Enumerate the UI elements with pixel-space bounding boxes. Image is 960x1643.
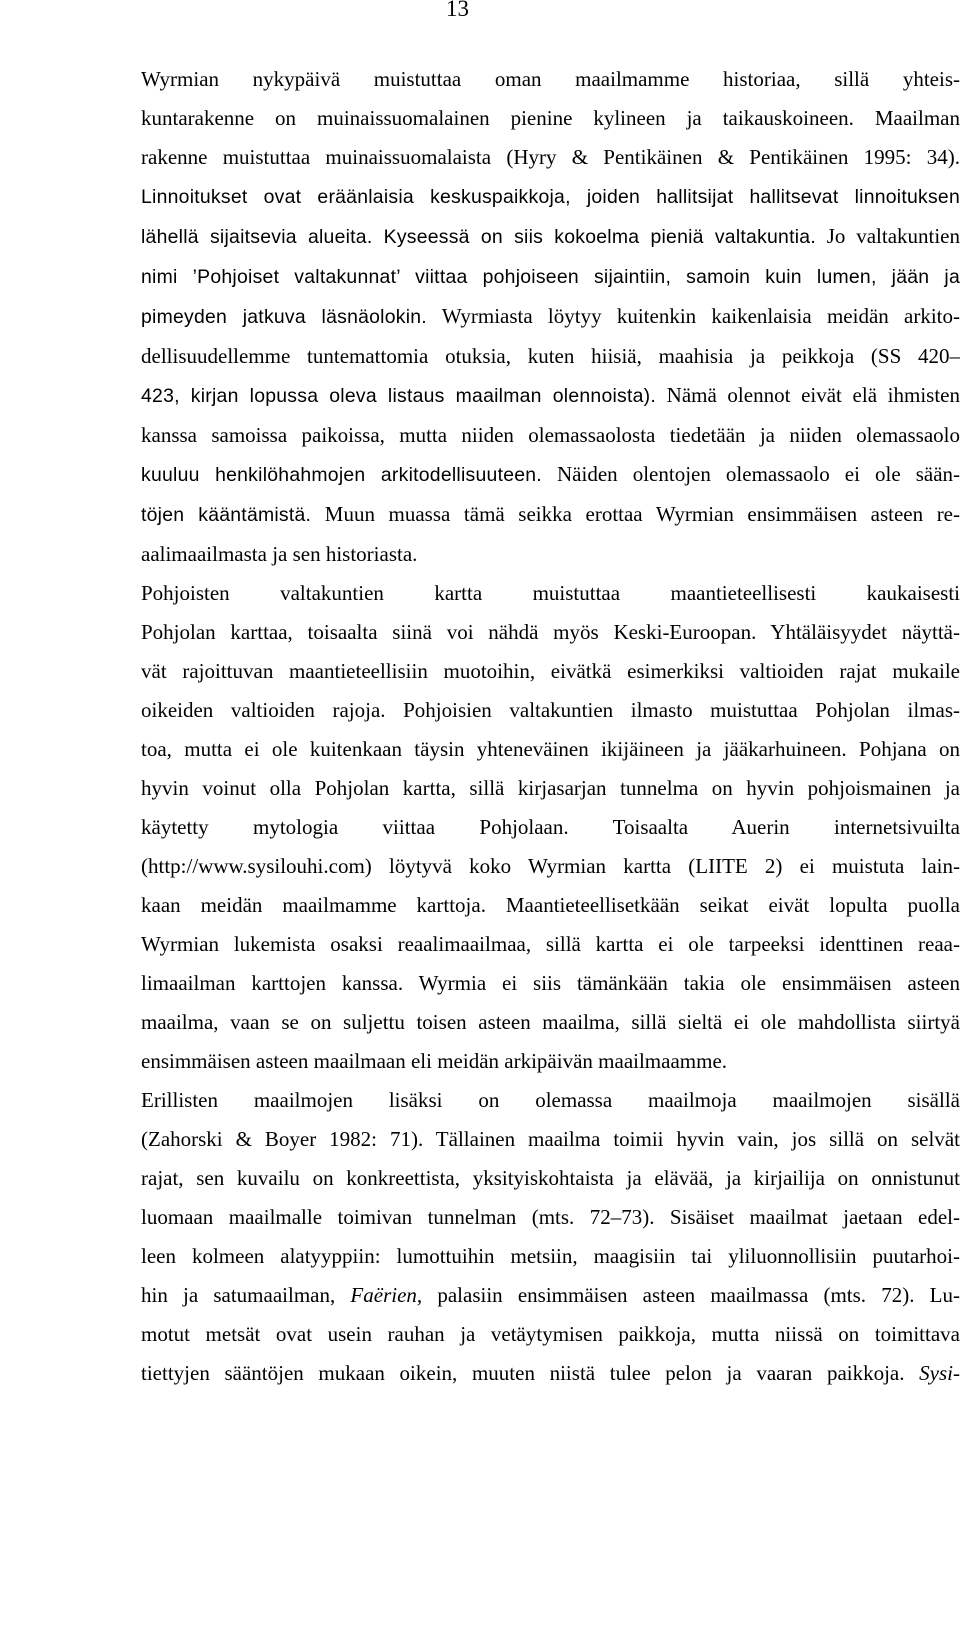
text-segment: Muun muassa tämä seikka erottaa Wyrmian ensimmäisen asteen re- [311,502,960,526]
text-segment: Faërien [350,1283,417,1307]
text-segment: Nämä olennot eivät elä ihmisten [656,383,960,407]
page-number: 13 [446,0,469,21]
text-line [0,1198,960,1237]
text-line [0,1276,960,1315]
text-line [0,376,960,416]
text-line [0,730,960,769]
text-segment: rakenne muistuttaa muinaissuomalaista (Hyry & Pentikäinen & Pentikäinen 1995: 34). [141,145,960,169]
text-segment: (http://www.sysilouhi.com) löytyvä koko Wyrmian kartta (LIITE 2) ei muistuta lain- [141,854,960,878]
text-segment: maailma, vaan se on suljettu toisen asteen maailma, sillä sieltä ei ole mahdollista siirtyä [141,1010,960,1034]
text-segment: (Zahorski & Boyer 1982: 71). Tällainen maailma toimii hyvin vain, jos sillä on selvät [141,1127,960,1151]
text-segment: Pohjoisten valtakuntien kartta muistuttaa maantieteellisesti kaukaisesti [141,581,960,605]
text-segment: oikeiden valtioiden rajoja. Pohjoisien valtakuntien ilmasto muistuttaa Pohjolan ilmas- [141,698,960,722]
text-segment: kanssa samoissa paikoissa, mutta niiden olemassaolosta tiedetään ja niiden olemassaolo [141,423,960,447]
text-segment: vät rajoittuvan maantieteellisiin muotoihin, eivätkä esimerkiksi valtioiden rajat mukaile [141,659,960,683]
text-segment: lähellä sijaitsevia alueita. Kyseessä on siis kokoelma pieniä valtakuntia. [141,226,816,248]
text-segment: hyvin voinut olla Pohjolan kartta, sillä kirjasarjan tunnelma on hyvin pohjoismainen ja [141,776,960,800]
text-segment: leen kolmeen alatyyppiin: lumottuihin metsiin, maagisiin tai yliluonnollisiin puutarhoi- [141,1244,960,1268]
text-line [0,1003,960,1042]
text-segment: nimi ’Pohjoiset valtakunnat’ viittaa pohjoiseen sijaintiin, samoin kuin lumen, jään ja [141,266,960,288]
text-segment: dellisuudellemme tuntemattomia otuksia, kuten hiisiä, maahisia ja peikkoja (SS 420– [141,344,960,368]
text-segment: aalimaailmasta ja sen historiasta. [141,542,418,566]
text-line [0,217,960,257]
text-segment: Jo valtakuntien [815,224,960,248]
text-segment: hin ja satumaailman, [141,1283,351,1307]
paragraph [0,574,960,1081]
text-line [0,337,960,376]
text-line [0,1315,960,1354]
text-line [0,138,960,177]
text-line [0,535,960,574]
text-line [0,60,960,99]
text-line [0,847,960,886]
paragraph [0,1081,960,1393]
text-segment: rajat, sen kuvailu on konkreettista, yksityiskohtaista ja elävää, ja kirjailija on onnistunut [141,1166,960,1190]
text-line [0,1159,960,1198]
text-segment: Pohjolan karttaa, toisaalta siinä voi nähdä myös Keski-Euroopan. Yhtäläisyydet näyttä- [141,620,960,644]
text-segment: Wyrmian nykypäivä muistuttaa oman maailmamme historiaa, sillä yhteis- [141,67,960,91]
text-line [0,1120,960,1159]
text-line [0,416,960,455]
text-segment: Linnoitukset ovat eräänlaisia keskuspaikkoja, joiden hallitsijat hallitsevat linnoituksen [141,186,960,208]
text-segment: kaan meidän maailmamme karttoja. Maantieteellisetkään seikat eivät lopulta puolla [141,893,960,917]
paragraph [0,60,960,574]
text-line [0,1354,960,1393]
text-line [0,574,960,613]
text-line [0,1042,960,1081]
text-line [0,691,960,730]
text-segment: Wyrmiasta löytyy kuitenkin kaikenlaisia meidän arkito- [426,304,960,328]
text-line [0,495,960,535]
text-line [0,613,960,652]
body-text [0,60,960,1393]
text-segment: Erillisten maailmojen lisäksi on olemassa maailmoja maailmojen sisällä [141,1088,960,1112]
text-line [0,455,960,495]
text-line [0,177,960,217]
text-segment: , palasiin ensimmäisen asteen maailmassa (mts. 72). Lu- [416,1283,960,1307]
text-line [0,925,960,964]
text-segment: kuntarakenne on muinaissuomalainen pienine kylineen ja taikauskoineen. Maailman [141,106,960,130]
text-segment: töjen kääntämistä. [141,504,312,526]
text-segment: käytetty mytologia viittaa Pohjolaan. Toisaalta Auerin internetsivuilta [141,815,960,839]
text-line [0,886,960,925]
text-segment: Sysi- [919,1361,960,1385]
text-segment: limaailman karttojen kanssa. Wyrmia ei siis tämänkään takia ole ensimmäisen asteen [141,971,960,995]
text-line [0,808,960,847]
text-segment: toa, mutta ei ole kuitenkaan täysin yhteneväinen ikijäineen ja jääkarhuineen. Pohjana on [141,737,960,761]
text-line [0,652,960,691]
text-segment: motut metsät ovat usein rauhan ja vetäytymisen paikkoja, mutta niissä on toimittava [141,1322,960,1346]
text-segment: pimeyden jatkuva läsnäolokin. [141,306,427,328]
text-line [0,257,960,297]
text-segment: Wyrmian lukemista osaksi reaalimaailmaa, sillä kartta ei ole tarpeeksi identtinen reaa- [141,932,960,956]
text-line [0,1237,960,1276]
text-segment: tiettyjen sääntöjen mukaan oikein, muuten niistä tulee pelon ja vaaran paikkoja. [141,1361,920,1385]
text-segment: 423, kirjan lopussa oleva listaus maailman olennoista). [141,385,656,407]
text-line [0,99,960,138]
text-line [0,769,960,808]
text-line [0,1081,960,1120]
text-segment: ensimmäisen asteen maailmaan eli meidän arkipäivän maailmaamme. [141,1049,728,1073]
text-segment: luomaan maailmalle toimivan tunnelman (mts. 72–73). Sisäiset maailmat jaetaan edel- [141,1205,960,1229]
text-line [0,964,960,1003]
text-segment: Näiden olentojen olemassaolo ei ole sään- [541,462,960,486]
text-line [0,297,960,337]
text-segment: kuuluu henkilöhahmojen arkitodellisuuteen. [141,464,542,486]
